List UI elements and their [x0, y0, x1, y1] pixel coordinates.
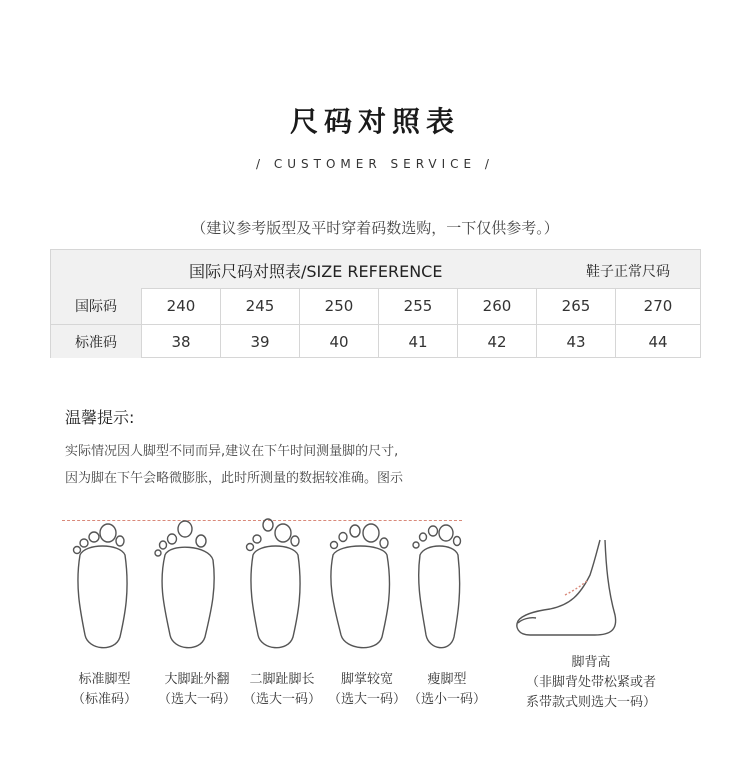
foot-instep-icon	[517, 540, 616, 635]
foot-label-standard	[72, 670, 137, 710]
table-cell: 240	[142, 288, 221, 324]
table-right-label: 鞋子正常尺码	[586, 264, 670, 280]
tips-line-2: 因为脚在下午会略微膨胀，此时所测量的数据较准确。图示	[65, 471, 404, 486]
table-row-standard	[51, 325, 700, 358]
table-cell: 38	[142, 325, 221, 358]
foot-slim-icon	[413, 525, 461, 648]
foot-hint: （非脚背处带松紧或者	[526, 675, 657, 690]
tips-line-1: 实际情况因人脚型不同而异,建议在下午时间测量脚的尺寸,	[65, 444, 399, 459]
page-subtitle: / CUSTOMER SERVICE /	[256, 157, 494, 171]
table-title: 国际尺码对照表/SIZE REFERENCE	[189, 262, 443, 281]
table-cell: 270	[643, 297, 673, 315]
table-cell: 245	[221, 288, 300, 324]
table-cell: 250	[300, 288, 379, 324]
foot-illustrations	[55, 505, 705, 665]
reference-note: （建议参考版型及平时穿着码数选购，一下仅供参考。）	[191, 219, 559, 237]
foot-name: 标准脚型	[78, 672, 131, 687]
table-cell: 40	[300, 325, 379, 358]
foot-wide-icon	[331, 524, 390, 648]
table-cell: 265	[537, 288, 616, 324]
table-cell: 43	[537, 325, 616, 358]
row-label: 标准码	[51, 325, 142, 358]
table-row-international	[51, 288, 700, 325]
foot-name: 脚背高	[571, 655, 611, 670]
table-cell: 44	[648, 332, 668, 351]
foot-hint: 系带款式则选大一码）	[526, 695, 657, 710]
table-cell: 41	[379, 325, 458, 358]
table-cell: 39	[221, 325, 300, 358]
foot-second-toe-icon	[247, 519, 301, 648]
row-label: 国际码	[51, 288, 142, 324]
table-cell: 42	[458, 325, 537, 358]
foot-label-bunion	[158, 670, 236, 710]
foot-name: 二脚趾脚长	[249, 672, 315, 687]
foot-hint: （选大一码）	[243, 692, 322, 707]
table-cell: 260	[458, 288, 537, 324]
foot-label-second-toe	[243, 670, 321, 710]
foot-name: 脚掌较宽	[341, 672, 394, 687]
foot-bunion-icon	[155, 521, 214, 648]
foot-hint: （选大一码）	[158, 692, 237, 707]
table-cell: 255	[379, 288, 458, 324]
foot-label-slim	[408, 670, 486, 710]
foot-name: 大脚趾外翻	[164, 672, 230, 687]
foot-hint: （标准码）	[72, 692, 138, 707]
size-table	[50, 249, 701, 358]
foot-standard-icon	[74, 524, 128, 648]
foot-hint: （选大一码）	[328, 692, 407, 707]
page-title: 尺码对照表	[289, 105, 460, 138]
table-header	[51, 250, 700, 289]
foot-label-instep	[526, 653, 656, 713]
foot-hint: （选小一码）	[408, 692, 487, 707]
foot-name: 瘦脚型	[427, 672, 467, 687]
tips-title: 温馨提示:	[65, 408, 135, 427]
foot-label-wide	[328, 670, 406, 710]
